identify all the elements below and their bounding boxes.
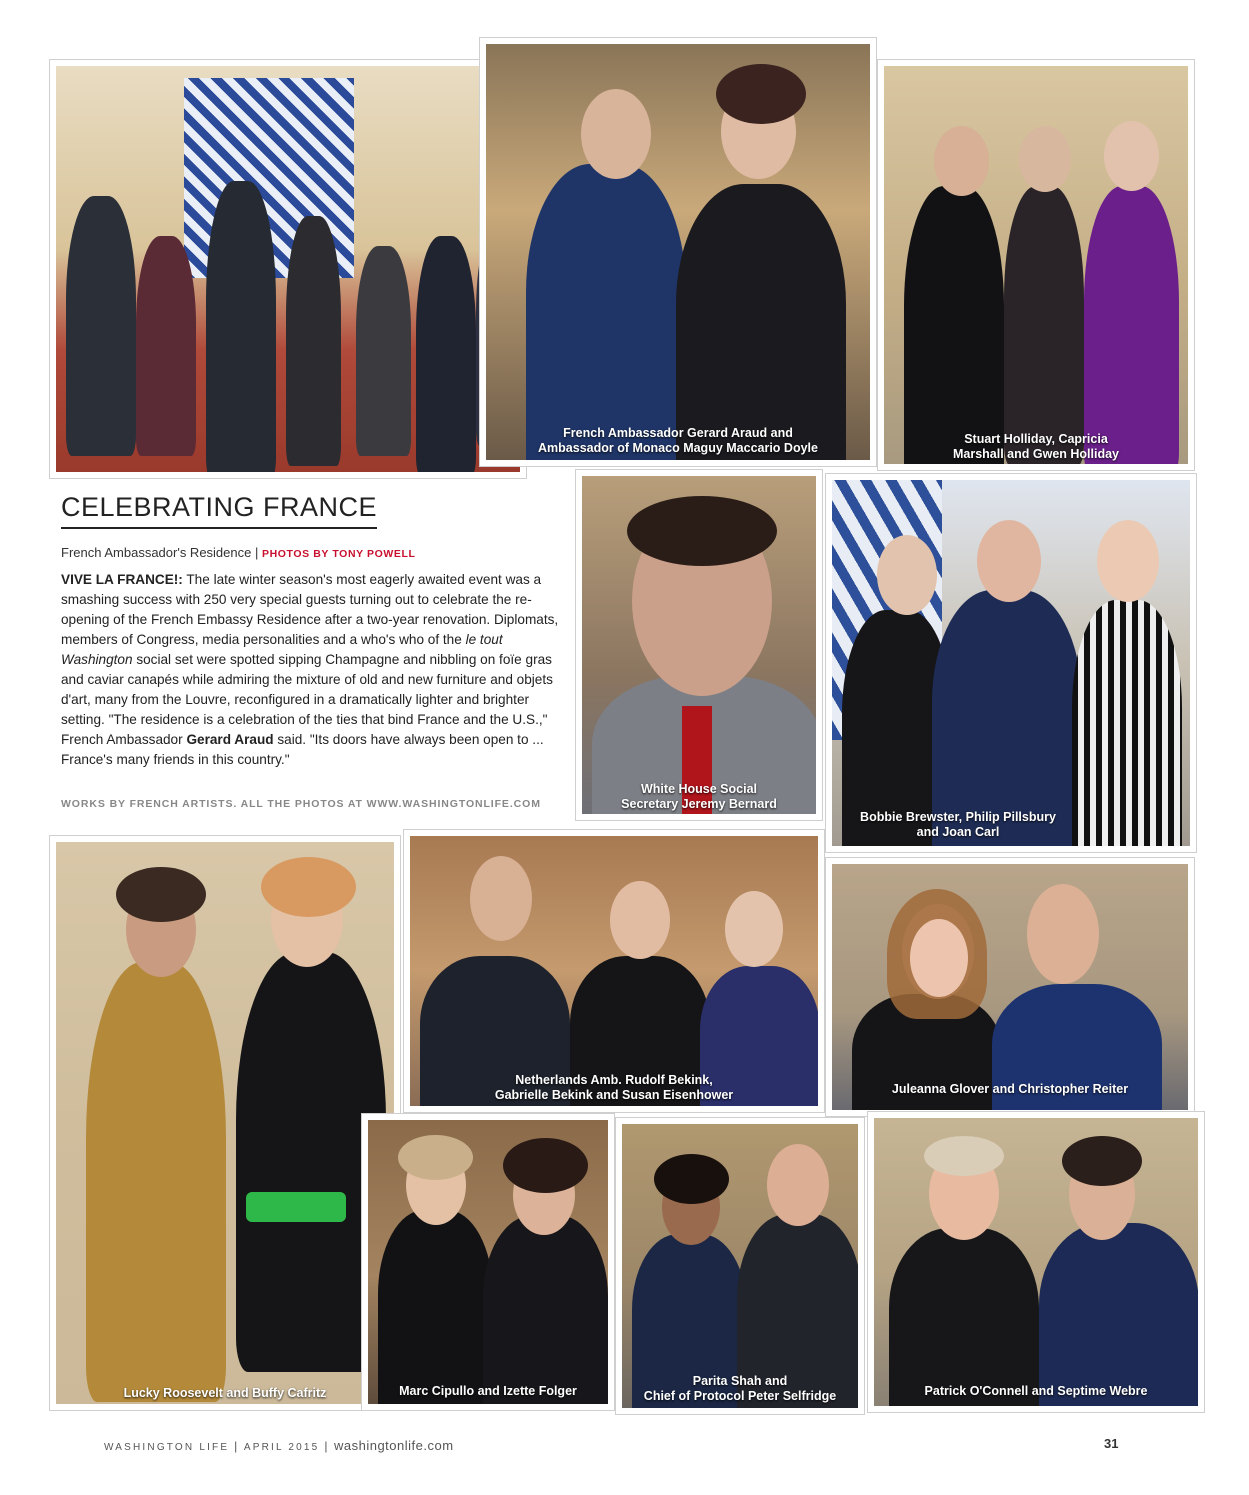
caption-line: French Ambassador Gerard Araud and (563, 426, 793, 440)
headline: CELEBRATING FRANCE (61, 492, 377, 529)
body-part: The late winter season's most eagerly awaited event was a smashing success with 250 very special guests turning out to celebrate the re-opening of the French Embassy Residence after a two-year renovation. Diplomats, members of Congress, media personalities and a who's who of the (61, 572, 559, 647)
byline (61, 545, 566, 560)
caption-line: White House Social (641, 782, 757, 796)
photo-oconnell (868, 1112, 1204, 1412)
body-bold-name: Gerard Araud (186, 732, 274, 747)
caption-line: Parita Shah and (692, 1374, 788, 1388)
page-number: 31 (1104, 1436, 1119, 1451)
caption-line: Gabrielle Bekink and Susan Eisenhower (494, 1088, 734, 1102)
caption-line: Juleanna Glover and Christopher Reiter (891, 1082, 1129, 1096)
photo-araud-doyle (480, 38, 876, 466)
caption-line: Stuart Holliday, Capricia (964, 432, 1108, 446)
photo-credit: PHOTOS BY TONY POWELL (261, 548, 416, 560)
photo-glover (826, 858, 1194, 1116)
footnote: WORKS BY FRENCH ARTISTS. ALL THE PHOTOS AT WWW.WASHINGTONLIFE.COM (61, 798, 541, 810)
caption-line: Marshall and Gwen Holliday (952, 447, 1119, 461)
caption-line: and Joan Carl (916, 825, 1000, 839)
article (61, 492, 566, 770)
body-part: social set were spotted sipping Champagne and nibbling on foïe gras and caviar canapés while admiring the mixture of old and new furniture and objets d'art, many from the Louvre, reconfigured in a dramatically lighter and brighter setting. "The residence is a celebration of the ties that bind France and the U.S.," French Ambassador (61, 652, 553, 747)
venue: French Ambassador's Residence | (61, 545, 259, 560)
body-italic: le tout Washington (61, 632, 503, 667)
photo-brewster (826, 474, 1196, 852)
body-text (61, 570, 566, 770)
caption-line: Ambassador of Monaco Maguy Maccario Doyle (538, 441, 818, 455)
website: washingtonlife.com (333, 1438, 454, 1453)
issue-date: APRIL 2015 (243, 1442, 320, 1453)
photo-bekink (404, 830, 824, 1112)
separator: | (324, 1439, 330, 1453)
photo-cipullo (362, 1114, 614, 1410)
photo-holliday (878, 60, 1194, 470)
photo-roosevelt (50, 836, 400, 1410)
caption-line: Patrick O'Connell and Septime Webre (924, 1384, 1148, 1398)
caption-line: Lucky Roosevelt and Buffy Cafritz (123, 1386, 327, 1400)
caption-line: Secretary Jeremy Bernard (621, 797, 777, 811)
photo-bernard (576, 470, 822, 820)
caption-line: Marc Cipullo and Izette Folger (399, 1384, 577, 1398)
caption-line: Netherlands Amb. Rudolf Bekink, (515, 1073, 713, 1087)
folio (104, 1438, 454, 1453)
magazine-name: WASHINGTON LIFE (104, 1442, 230, 1453)
photo-shah (616, 1118, 864, 1414)
body-part: said. "Its doors have always been open to ... France's many friends in this country." (61, 732, 544, 767)
photo-ballroom (50, 60, 526, 478)
caption-line: Chief of Protocol Peter Selfridge (643, 1389, 837, 1403)
separator: | (234, 1439, 239, 1453)
lead-in: VIVE LA FRANCE!: (61, 572, 183, 587)
caption-line: Bobbie Brewster, Philip Pillsbury (860, 810, 1056, 824)
